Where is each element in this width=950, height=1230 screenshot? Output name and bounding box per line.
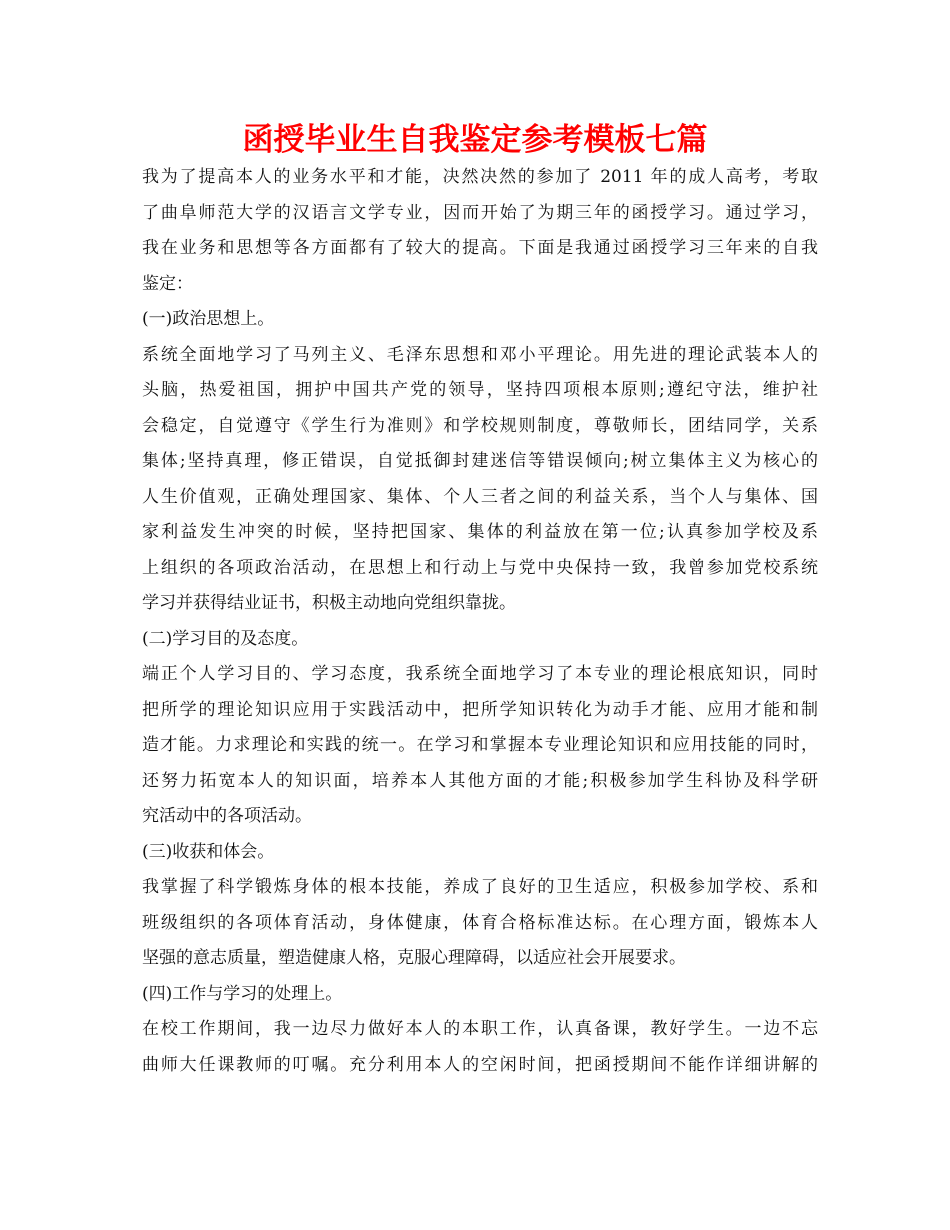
body-line: 端正个人学习目的、学习态度，我系统全面地学习了本专业的理论根底知识，同时 <box>142 664 818 684</box>
body-line: 曲师大任课教师的叮嘱。充分利用本人的空闲时间，把函授期间不能作详细讲解的 <box>142 1054 818 1075</box>
body-line: 班级组织的各项体育活动，身体健康，体育合格标准达标。在心理方面，锻炼本人 <box>142 912 818 933</box>
body-line: 会稳定，自觉遵守《学生行为准则》和学校规则制度，尊敬师长，团结同学，关系 <box>142 415 818 436</box>
body-line: 头脑，热爱祖国，拥护中国共产党的领导，坚持四项根本原则;遵纪守法，维护社 <box>142 380 818 400</box>
document-title: 函授毕业生自我鉴定参考模板七篇 <box>242 122 708 158</box>
body-line: 还努力拓宽本人的知识面，培养本人其他方面的才能;积极参加学生科协及科学研 <box>142 770 818 791</box>
body-line: 上组织的各项政治活动，在思想上和行动上与党中央保持一致，我曾参加党校系统 <box>142 557 818 578</box>
body-line: (二)学习目的及态度。 <box>142 628 309 649</box>
body-line: (三)收获和体会。 <box>142 841 275 862</box>
body-line: 人生价值观，正确处理国家、集体、个人三者之间的利益关系，当个人与集体、国 <box>142 486 818 507</box>
body-line: 系统全面地学习了马列主义、毛泽东思想和邓小平理论。用先进的理论武装本人的 <box>142 344 818 365</box>
body-line: 我掌握了科学锻炼身体的根本技能，养成了良好的卫生适应，积极参加学校、系和 <box>142 877 818 897</box>
body-line: (一)政治思想上。 <box>142 309 275 329</box>
body-line: 我为了提高本人的业务水平和才能，决然决然的参加了 2011 年的成人高考，考取 <box>142 167 818 187</box>
body-line: 家利益发生冲突的时候，坚持把国家、集体的利益放在第一位;认真参加学校及系 <box>142 522 818 542</box>
body-line: 究活动中的各项活动。 <box>142 806 312 826</box>
body-line: 集体;坚持真理，修正错误，自觉抵御封建迷信等错误倾向;树立集体主义为核心的 <box>142 451 818 471</box>
body-line: 学习并获得结业证书，积极主动地向党组织靠拢。 <box>142 593 516 613</box>
body-line: (四)工作与学习的处理上。 <box>142 983 343 1004</box>
body-line: 我在业务和思想等各方面都有了较大的提高。下面是我通过函授学习三年来的自我 <box>142 238 818 258</box>
document-body <box>142 160 818 1083</box>
body-line: 鉴定： <box>142 273 193 294</box>
body-line: 在校工作期间，我一边尽力做好本人的本职工作，认真备课，教好学生。一边不忘 <box>142 1019 818 1039</box>
body-line: 了曲阜师范大学的汉语言文学专业，因而开始了为期三年的函授学习。通过学习， <box>142 202 818 223</box>
body-line: 造才能。力求理论和实践的统一。在学习和掌握本专业理论知识和应用技能的同时， <box>142 735 818 755</box>
body-line: 把所学的理论知识应用于实践活动中，把所学知识转化为动手才能、应用才能和制 <box>142 699 818 720</box>
body-line: 坚强的意志质量，塑造健康人格，克服心理障碍，以适应社会开展要求。 <box>142 948 686 968</box>
